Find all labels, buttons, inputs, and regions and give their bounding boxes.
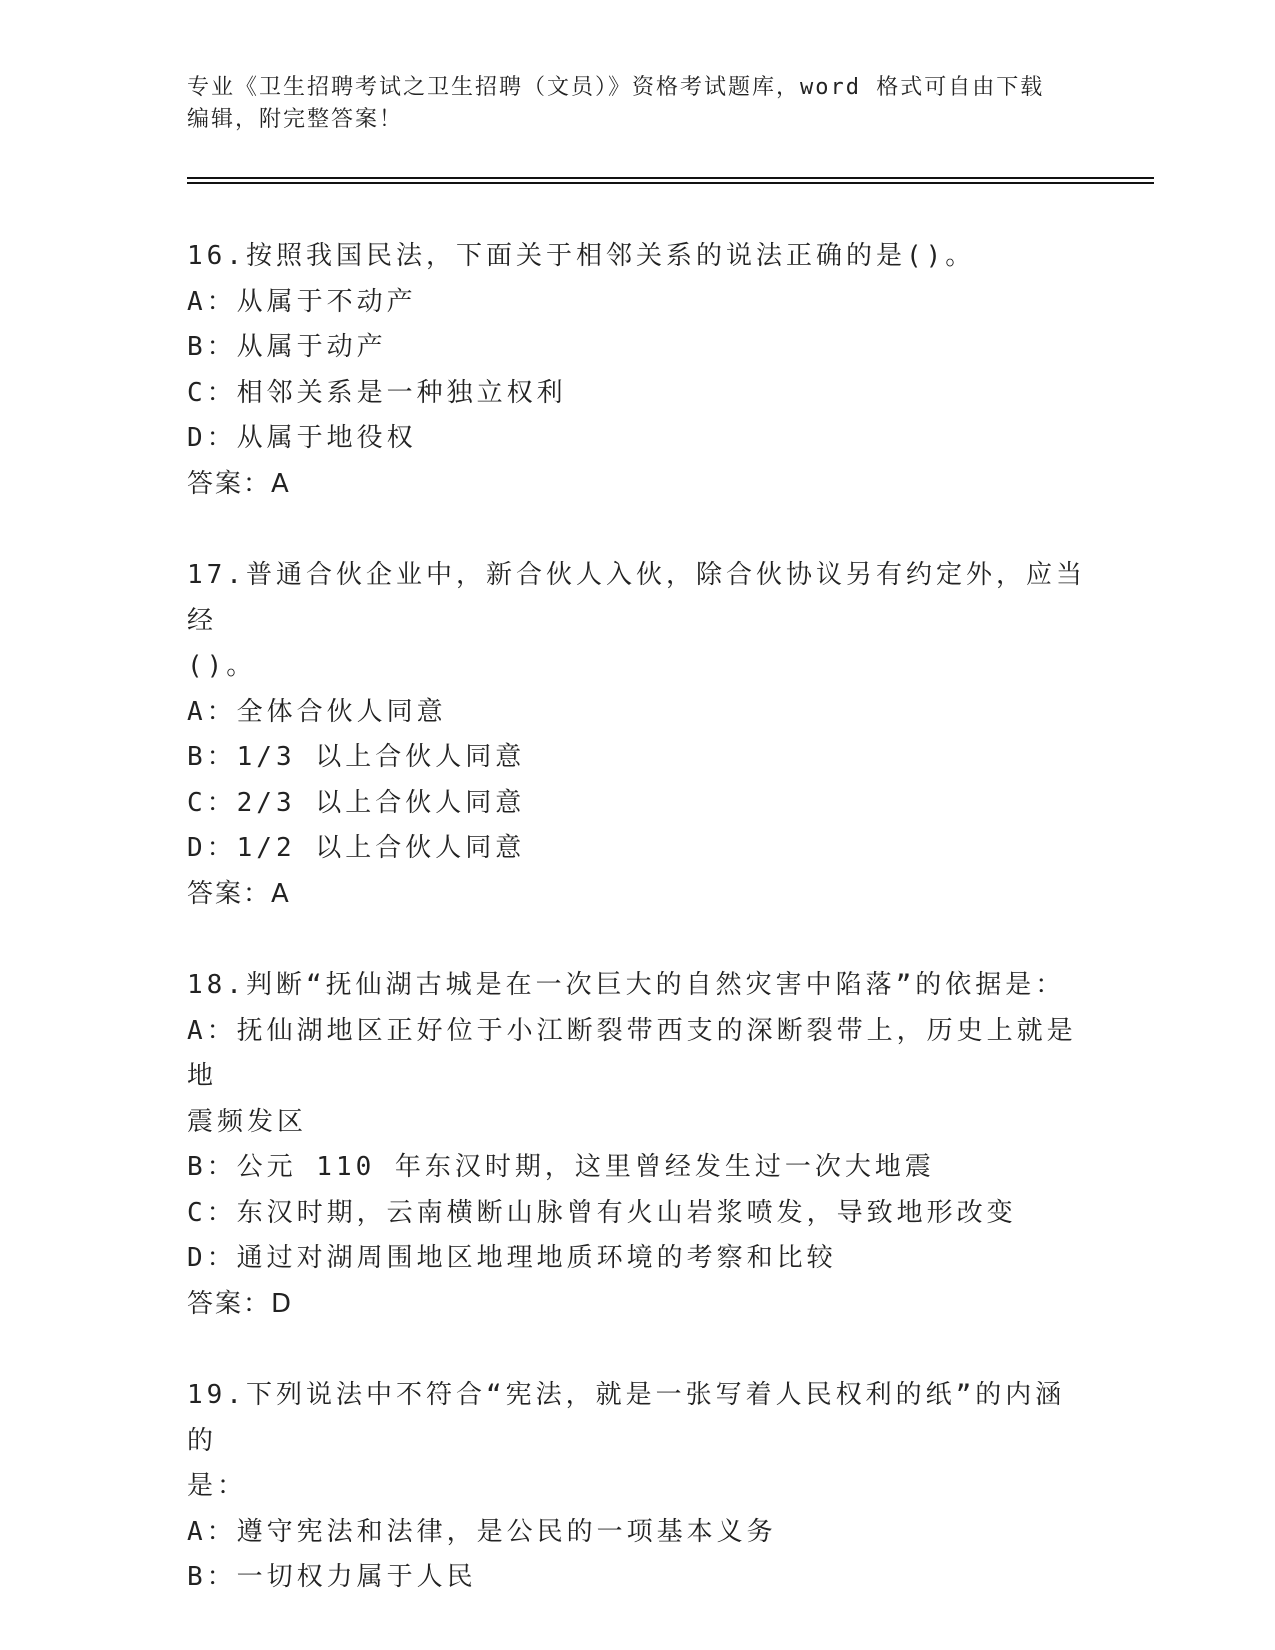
header-line-2: 编辑，附完整答案！ [187, 107, 404, 132]
answer-key: 答案：A [187, 468, 291, 499]
question-list [187, 234, 1087, 1647]
question-stem: 是： [187, 1471, 248, 1501]
question-stem: 16.按照我国民法，下面关于相邻关系的说法正确的是()。 [187, 241, 976, 271]
answer-option: C：2/3 以上合伙人同意 [187, 787, 526, 818]
answer-key: 答案：A [187, 878, 291, 909]
question-stem: 19.下列说法中不符合“宪法，就是一张写着人民权利的纸”的内涵的 [187, 1380, 1066, 1456]
answer-option: A：遵守宪法和法律，是公民的一项基本义务 [187, 1516, 777, 1547]
question-block [187, 1373, 1087, 1601]
question-stem: 17.普通合伙企业中，新合伙人入伙，除合伙协议另有约定外，应当经 [187, 560, 1086, 636]
question-block [187, 553, 1087, 917]
header-line-1: 专业《卫生招聘考试之卫生招聘（文员）》资格考试题库，word 格式可自由下载 [187, 75, 1045, 100]
answer-option: B：从属于动产 [187, 332, 387, 362]
document-header [187, 72, 1087, 136]
answer-option: A：从属于不动产 [187, 286, 417, 317]
answer-option: B：一切权力属于人民 [187, 1562, 477, 1592]
answer-option: A：全体合伙人同意 [187, 696, 447, 727]
header-divider-bottom [187, 182, 1154, 184]
answer-option: D：1/2 以上合伙人同意 [187, 833, 526, 863]
answer-option: A：抚仙湖地区正好位于小江断裂带西支的深断裂带上，历史上就是地 [187, 1015, 1077, 1091]
header-divider-top [187, 177, 1154, 179]
answer-option: C：东汉时期，云南横断山脉曾有火山岩浆喷发，导致地形改变 [187, 1197, 1017, 1228]
question-block [187, 234, 1087, 507]
answer-option: B：公元 110 年东汉时期，这里曾经发生过一次大地震 [187, 1152, 935, 1182]
question-stem: 18.判断“抚仙湖古城是在一次巨大的自然灾害中陷落”的依据是： [187, 970, 1066, 1000]
answer-option: C：相邻关系是一种独立权利 [187, 377, 567, 408]
question-block [187, 963, 1087, 1327]
answer-option: 震频发区 [187, 1106, 308, 1137]
answer-option: D：从属于地役权 [187, 423, 417, 453]
answer-option: B：1/3 以上合伙人同意 [187, 742, 526, 772]
answer-option: D：通过对湖周围地区地理地质环境的考察和比较 [187, 1243, 837, 1273]
question-stem: ()。 [187, 651, 257, 681]
answer-key: 答案：D [187, 1288, 294, 1319]
